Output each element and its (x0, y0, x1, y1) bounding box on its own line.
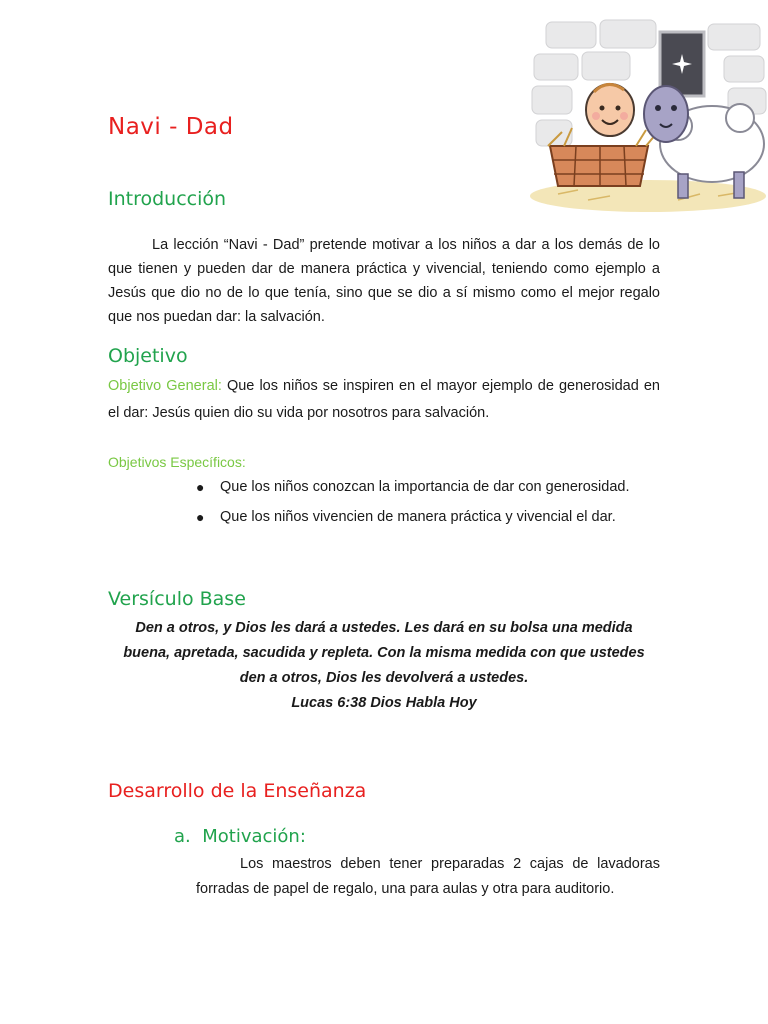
specific-objectives-label-row (108, 450, 660, 474)
intro-paragraph (108, 233, 660, 329)
verse-reference: Lucas 6:38 Dios Habla Hoy (291, 695, 477, 711)
verse-heading: Versículo Base (108, 588, 246, 610)
general-objective-label: Objetivo General: (108, 378, 222, 394)
list-item (196, 474, 660, 500)
list-item-text: Que los niños vivencien de manera práctica y vivencial el dar. (220, 509, 616, 525)
verse-text: Den a otros, y Dios les dará a ustedes. Les dará en su bolsa una medida buena, apretada, sacudida y repleta. Con la misma medida con que ustedes den a otros, Dios les devolverá a ustedes. (123, 620, 645, 686)
objective-heading: Objetivo (108, 345, 188, 367)
bullet-icon: ● (196, 479, 205, 495)
specific-objectives-list (196, 474, 660, 530)
specific-objectives-label: Objetivos Específicos: (108, 454, 246, 470)
development-heading: Desarrollo de la Enseñanza (108, 780, 367, 802)
list-item (196, 504, 660, 530)
bullet-icon: ● (196, 509, 205, 525)
motivation-marker: a. (174, 826, 191, 847)
general-objective (108, 373, 660, 427)
general-objective-paragraph (108, 373, 660, 427)
document-title: Navi - Dad (108, 114, 234, 140)
motivation-heading (174, 826, 306, 847)
motivation-title: Motivación: (202, 826, 306, 847)
motivation-text: Los maestros deben tener preparadas 2 cajas de lavadoras forradas de papel de regalo, una para aulas y otra para auditorio. (196, 856, 660, 897)
intro-heading: Introducción (108, 188, 227, 210)
verse-block (108, 616, 660, 716)
intro-text: La lección “Navi - Dad” pretende motivar a los niños a dar a los demás de lo que tienen y pueden dar de manera práctica y vivencial, teniendo como ejemplo a Jesús que dio no de lo que tenía, sino que se dio a sí mismo como el mejor regalo que nos puedan dar: la salvación. (108, 237, 660, 325)
nativity-illustration (528, 14, 768, 214)
list-item-text: Que los niños conozcan la importancia de dar con generosidad. (220, 479, 630, 495)
general-objective-text: Que los niños se inspiren en el mayor ejemplo de generosidad en el dar: Jesús quien dio su vida por nosotros para salvación. (108, 378, 661, 421)
